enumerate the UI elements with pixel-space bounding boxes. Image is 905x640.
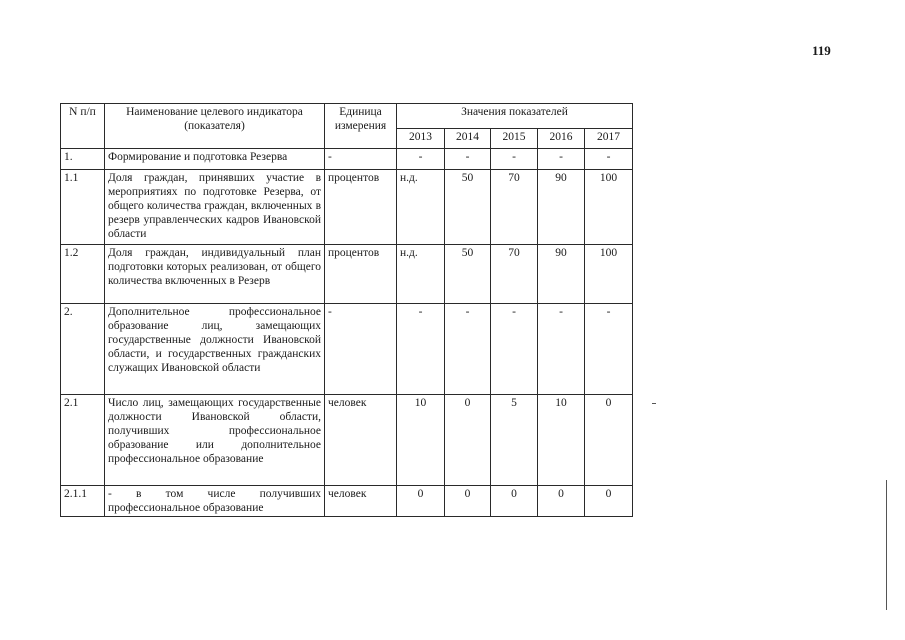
row-number: 1.2 (61, 245, 105, 304)
header-year: 2017 (585, 129, 633, 149)
value-cell: 100 (585, 170, 633, 245)
indicator-name: Дополнительное профессиональное образование лиц, замещающих государственные должности Ивановской области, и государственных гражданских служащих Ивановской области (105, 304, 325, 395)
row-number: 2.1 (61, 395, 105, 486)
header-row (61, 104, 633, 129)
unit-cell: - (325, 149, 397, 170)
value-cell: - (445, 149, 491, 170)
indicator-name: Формирование и подготовка Резерва (105, 149, 325, 170)
header-num: N п/п (61, 104, 105, 149)
value-cell: 0 (445, 395, 491, 486)
row-number: 2.1.1 (61, 486, 105, 517)
value-cell: 50 (445, 245, 491, 304)
value-cell: - (491, 149, 538, 170)
unit-cell: человек (325, 395, 397, 486)
indicator-name: Число лиц, замещающих государственные должности Ивановской области, получивших профессиональное образование или дополнительное профессиональное образование (105, 395, 325, 486)
header-name: Наименование целевого индикатора (показателя) (105, 104, 325, 149)
value-cell: 70 (491, 170, 538, 245)
row-number: 2. (61, 304, 105, 395)
value-cell: - (585, 304, 633, 395)
unit-cell: процентов (325, 245, 397, 304)
row-number: 1.1 (61, 170, 105, 245)
header-values-group: Значения показателей (397, 104, 633, 129)
table-row (61, 245, 633, 304)
value-cell: 0 (538, 486, 585, 517)
unit-cell: процентов (325, 170, 397, 245)
table-row (61, 395, 633, 486)
header-unit: Единица измерения (325, 104, 397, 149)
header-year: 2015 (491, 129, 538, 149)
value-cell: 0 (445, 486, 491, 517)
value-cell: н.д. (397, 170, 445, 245)
unit-cell: - (325, 304, 397, 395)
value-cell: 0 (585, 486, 633, 517)
value-cell: - (585, 149, 633, 170)
value-cell: н.д. (397, 245, 445, 304)
value-cell: - (538, 304, 585, 395)
value-cell: - (491, 304, 538, 395)
value-cell: 10 (538, 395, 585, 486)
indicator-name: Доля граждан, индивидуальный план подготовки которых реализован, от общего количества включенных в Резерв (105, 245, 325, 304)
table-row (61, 304, 633, 395)
value-cell: 90 (538, 170, 585, 245)
indicators-table (60, 103, 633, 517)
scan-dot-mark (652, 403, 656, 404)
value-cell: - (538, 149, 585, 170)
value-cell: 0 (491, 486, 538, 517)
value-cell: 50 (445, 170, 491, 245)
value-cell: - (445, 304, 491, 395)
value-cell: 5 (491, 395, 538, 486)
value-cell: 0 (585, 395, 633, 486)
value-cell: 90 (538, 245, 585, 304)
header-year: 2016 (538, 129, 585, 149)
value-cell: 10 (397, 395, 445, 486)
value-cell: 70 (491, 245, 538, 304)
row-number: 1. (61, 149, 105, 170)
table-row (61, 486, 633, 517)
header-year: 2014 (445, 129, 491, 149)
page-number: 119 (812, 43, 831, 58)
scan-edge-mark (886, 480, 887, 610)
table-row (61, 170, 633, 245)
value-cell: - (397, 304, 445, 395)
table-row (61, 149, 633, 170)
value-cell: - (397, 149, 445, 170)
indicator-name: - в том числе получивших профессиональное образование (105, 486, 325, 517)
indicator-name: Доля граждан, принявших участие в мероприятиях по подготовке Резерва, от общего количества граждан, включенных в резерв управленческих кадров Ивановской области (105, 170, 325, 245)
header-year: 2013 (397, 129, 445, 149)
value-cell: 0 (397, 486, 445, 517)
unit-cell: человек (325, 486, 397, 517)
value-cell: 100 (585, 245, 633, 304)
